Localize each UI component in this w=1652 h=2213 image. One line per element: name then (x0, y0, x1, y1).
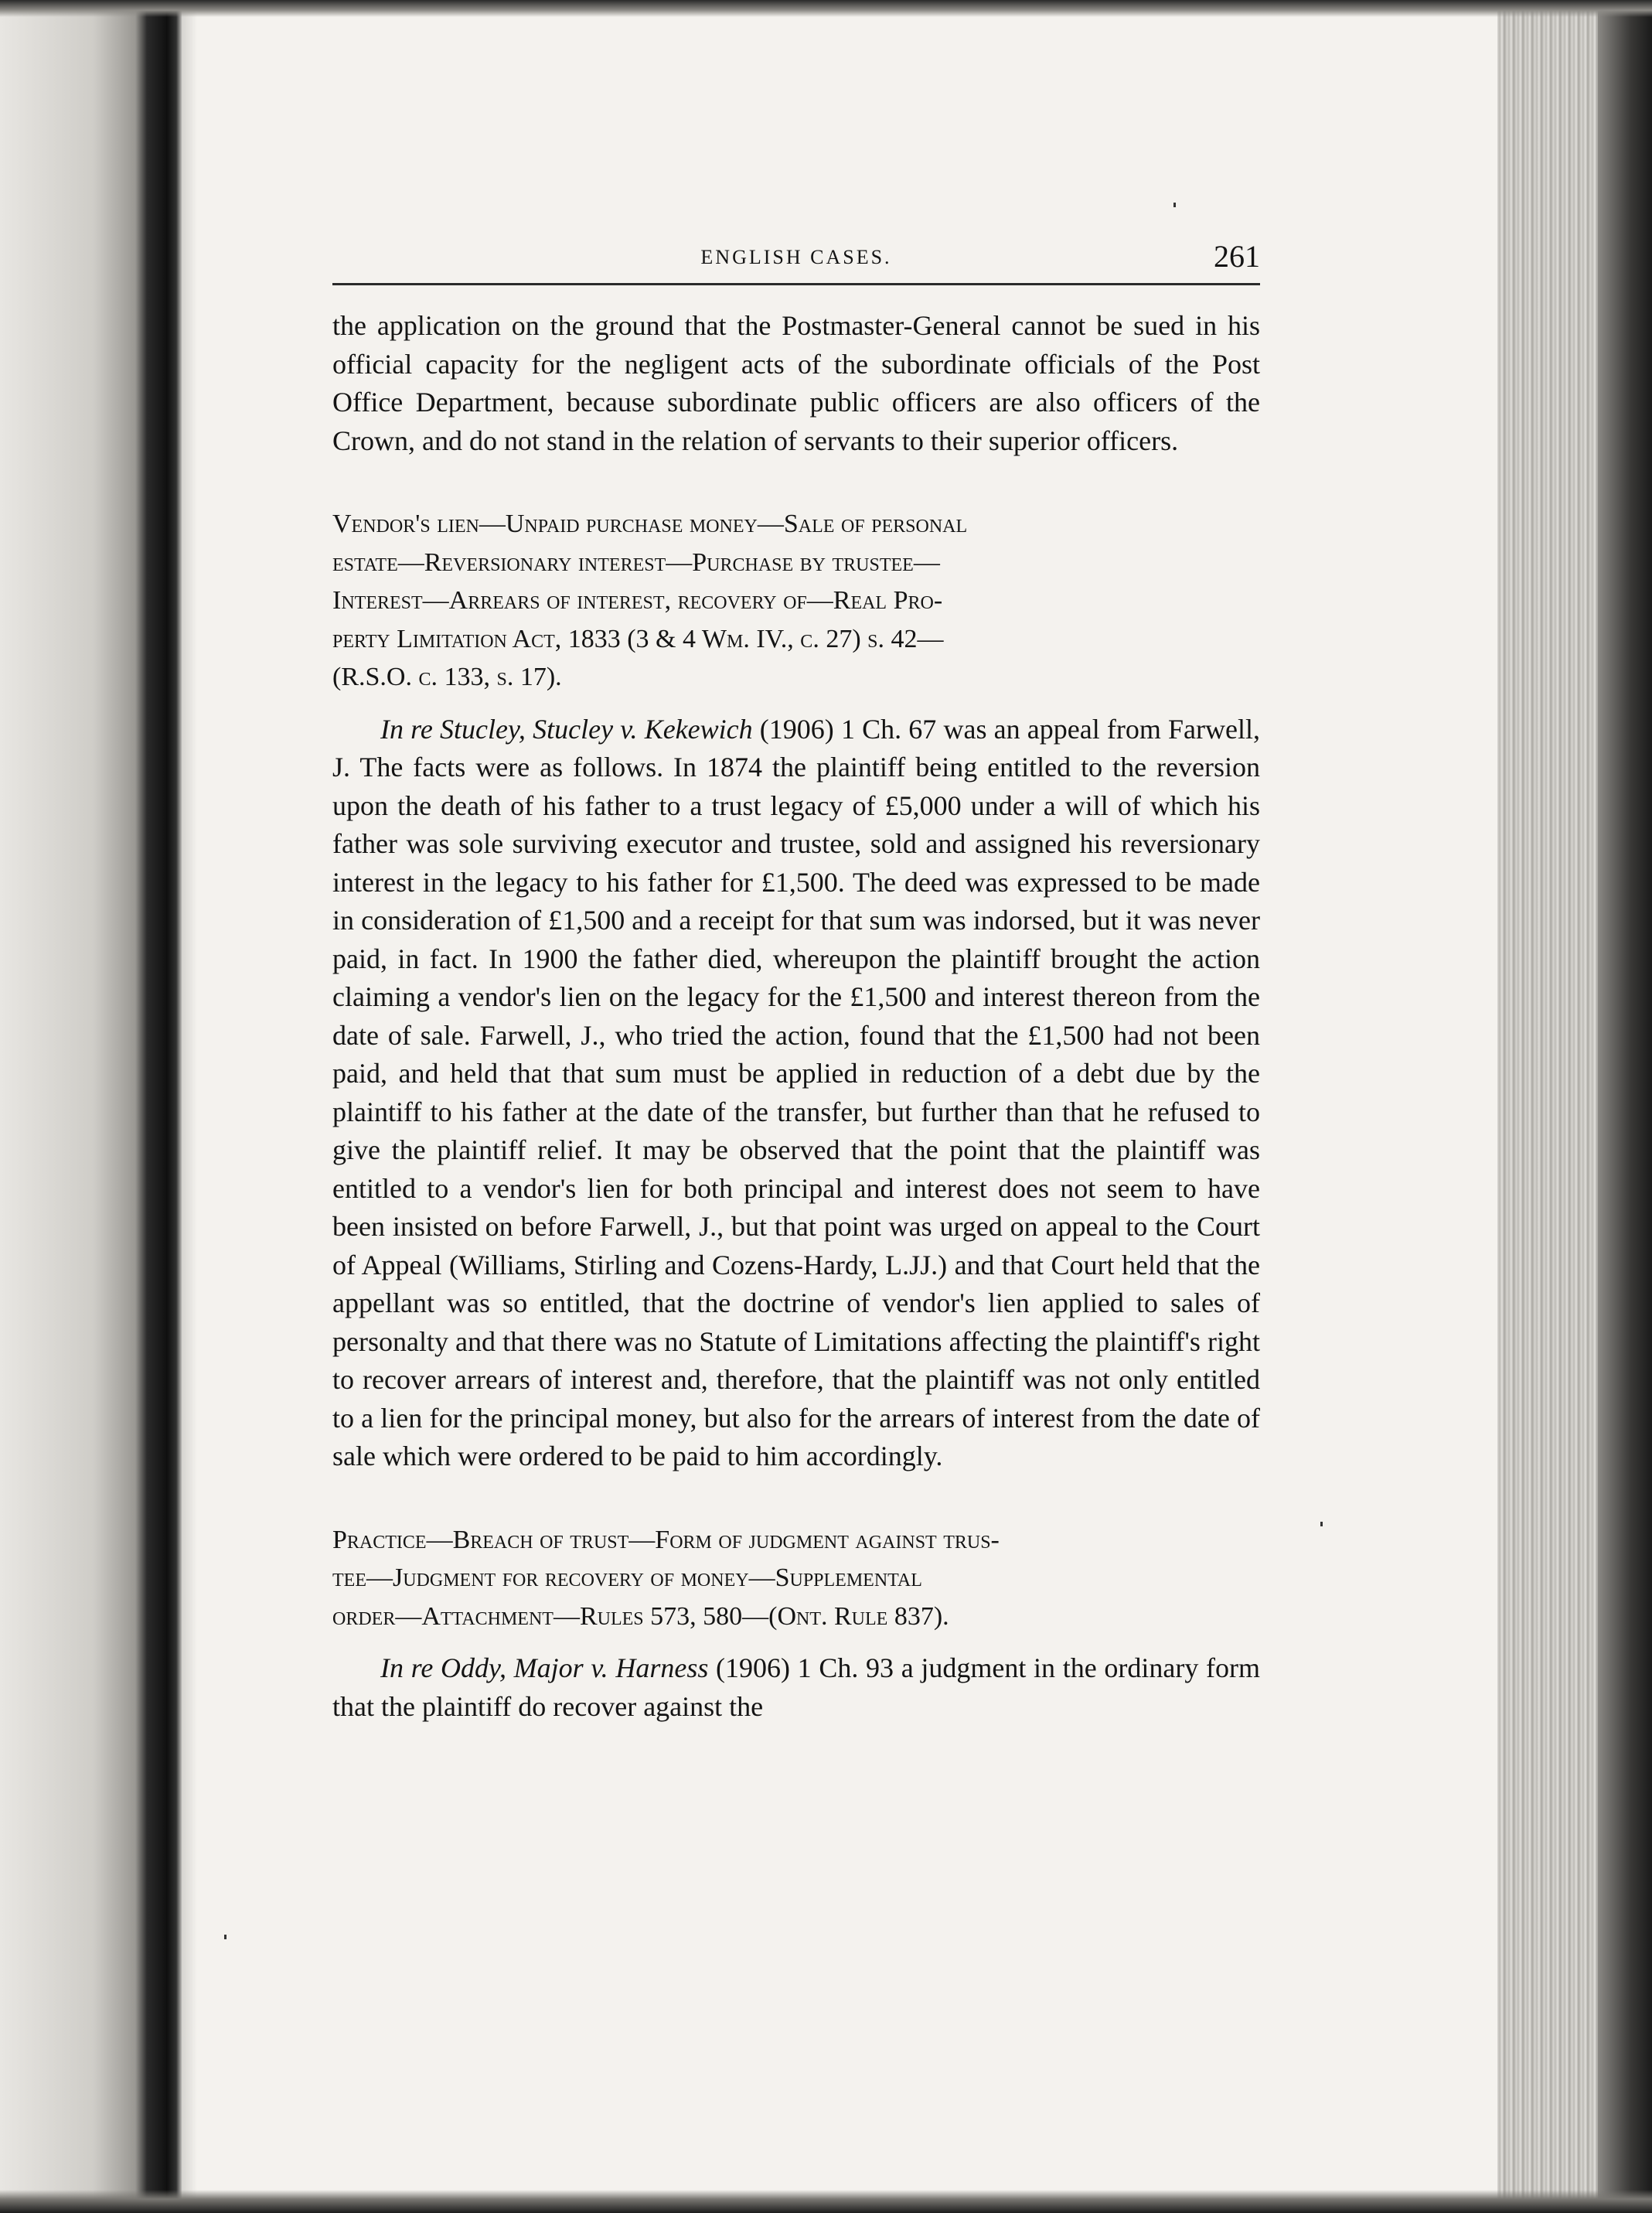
right-scan-edge (1598, 0, 1652, 2213)
scan-speck (1173, 203, 1176, 207)
top-scan-edge (0, 0, 1652, 17)
heading-line: perty Limitation Act, 1833 (3 & 4 Wm. IV., c. 27) s. 42— (332, 624, 944, 653)
gutter-gradient (166, 0, 197, 2213)
heading-line: (R.S.O. c. 133, s. 17). (332, 663, 562, 691)
page-number: 261 (1214, 239, 1260, 274)
section-heading-vendors-lien (332, 505, 1260, 697)
scan-speck (224, 1935, 227, 1939)
left-gutter-shadow (0, 0, 182, 2213)
paragraph-body: (1906) 1 Ch. 93 a judgment in the ordinary form that the plaintiff do recover against the (332, 1652, 1260, 1722)
case-citation: In re Oddy, Major v. Harness (380, 1652, 709, 1683)
paragraph-stucley (332, 711, 1260, 1476)
heading-line: estate—Reversionary interest—Purchase by trustee— (332, 547, 940, 577)
paragraph-body: (1906) 1 Ch. 67 was an appeal from Farwell, J. The facts were as follows. In 1874 the plaintiff being entitled to the reversion upon the death of his father to a trust legacy of £5,000 under a will of which his father was sole surviving executor and trustee, sold and assigned his reversionary interest in the legacy to his father for £1,500. The deed was expressed to be made in consideration of £1,500 and a receipt for that sum was indorsed, but it was never paid, in fact. In 1900 the father died, whereupon the plaintiff brought the action claiming a vendor's lien on the legacy for the £1,500 and interest thereon from the date of sale. Farwell, J., who tried the action, found that the £1,500 had not been paid, and held that that sum must be applied in reduction of a debt due by the plaintiff to his father at the date of the transfer, but further than that he refused to give the plaintiff relief. It may be observed that the point that the plaintiff was entitled to a vendor's lien for both principal and interest does not seem to have been insisted on before Farwell, J., but that point was urged on appeal to the Court of Appeal (Williams, Stirling and Cozens-Hardy, L.JJ.) and that Court held that the appellant was so entitled, that the doctrine of vendor's lien applied to sales of personalty and that there was no Statute of Limitations affecting the plaintiff's right to recover arrears of interest and, therefore, that the plaintiff was not only entitled to a lien for the principal money, but also for the arrears of interest from the date of sale which were ordered to be paid to him accordingly. (332, 713, 1261, 1471)
heading-line: Practice—Breach of trust—Form of judgment against trus- (332, 1525, 1000, 1554)
heading-line: Vendor's lien—Unpaid purchase money—Sale of personal (332, 510, 968, 538)
running-head (332, 232, 1260, 278)
paragraph-continuation: the application on the ground that the Postmaster-General cannot be sued in his official capacity for the negligent acts of the subordinate officials of the Post Office Department, because subordinate public officers are also officers of the Crown, and do not stand in the relation of servants to their superior officers. (332, 310, 1260, 456)
scan-speck (1320, 1522, 1323, 1526)
book-page (332, 232, 1260, 1726)
heading-line: Interest—Arrears of interest, recovery of—Real Pro- (332, 586, 943, 615)
paragraph-oddy (332, 1649, 1260, 1726)
bottom-scan-edge (0, 2190, 1652, 2213)
case-citation: In re Stucley, Stucley v. Kekewich (380, 713, 753, 745)
heading-line: order—Attachment—Rules 573, 580—(Ont. Rule 837). (332, 1601, 949, 1631)
running-title: ENGLISH CASES. (700, 246, 892, 268)
header-rule (332, 283, 1260, 285)
section-heading-practice (332, 1521, 1260, 1636)
heading-line: tee—Judgment for recovery of money—Supplemental (332, 1563, 922, 1592)
